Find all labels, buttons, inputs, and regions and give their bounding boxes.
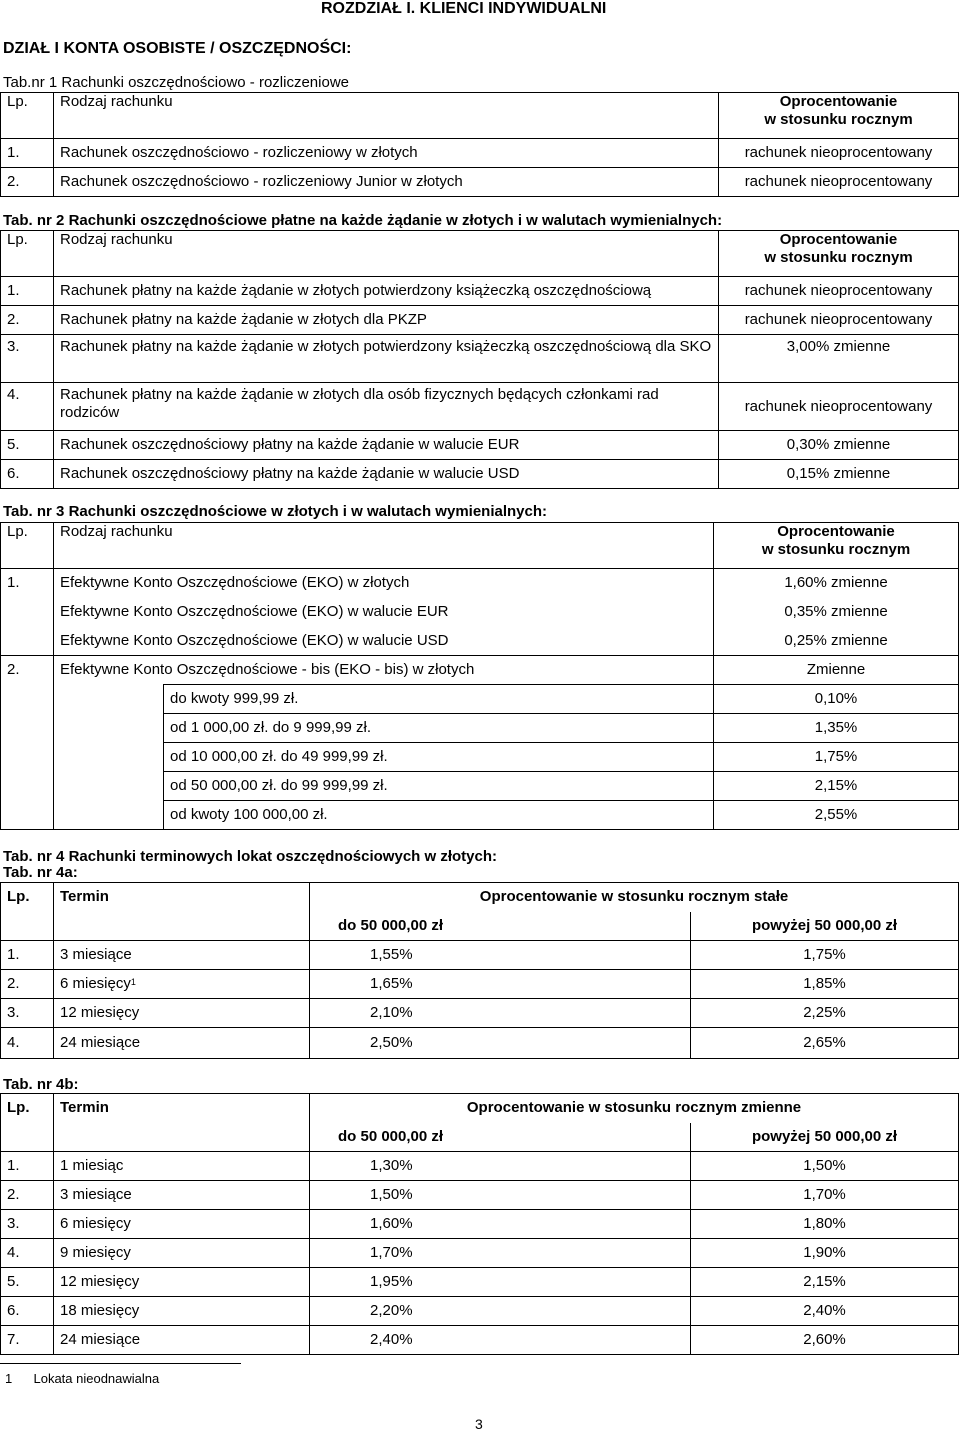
table-row: 4. Rachunek płatny na każde żądanie w złotych dla osób fizycznych będących członkami rad rodziców rachunek nieoprocentowany [1, 383, 959, 431]
footnote-text: Lokata nieodnawialna [33, 1371, 160, 1386]
table-row: od kwoty 100 000,00 zł. 2,55% [1, 801, 959, 830]
footnote-divider [0, 1363, 241, 1364]
col-header-term: Termin [54, 883, 310, 912]
table-4a-title: Tab. nr 4a: [3, 864, 78, 881]
table-row: do kwoty 999,99 zł. 0,10% [1, 685, 959, 714]
col-header-type: Rodzaj rachunku [54, 523, 714, 569]
table-row: 4. 9 miesięcy 1,70% 1,90% [1, 1239, 959, 1268]
section-title: DZIAŁ I KONTA OSOBISTE / OSZCZĘDNOŚCI: [3, 40, 352, 57]
table-row: 6. 18 miesięcy 2,20% 2,40% [1, 1297, 959, 1326]
footnote-number: 1 [5, 1371, 13, 1386]
col-header-lp: Lp. [1, 523, 54, 569]
table-row: 3. Rachunek płatny na każde żądanie w złotych potwierdzony książeczką oszczędnościową dla SKO 3,00% zmienne [1, 335, 959, 383]
col-header-lp: Lp. [1, 1094, 54, 1123]
col-header-term: Termin [54, 1094, 310, 1123]
table-row: Efektywne Konto Oszczędnościowe (EKO) w walucie EUR 0,35% zmienne [1, 598, 959, 627]
table-row: 4. 24 miesiące 2,50% 2,65% [1, 1028, 959, 1059]
table-row: Efektywne Konto Oszczędnościowe (EKO) w walucie USD 0,25% zmienne [1, 627, 959, 656]
table-row: 3. 12 miesięcy 2,10% 2,25% [1, 999, 959, 1028]
table-4a [0, 882, 959, 1059]
col-header-rate: Oprocentowanie w stosunku rocznym [719, 93, 959, 139]
table-row: od 1 000,00 zł. do 9 999,99 zł. 1,35% [1, 714, 959, 743]
table-4b-title: Tab. nr 4b: [3, 1076, 79, 1093]
table-row: 7. 24 miesiące 2,40% 2,60% [1, 1326, 959, 1355]
table-row: 1. Efektywne Konto Oszczędnościowe (EKO) w złotych 1,60% zmienne [1, 569, 959, 598]
table-row: 3. 6 miesięcy 1,60% 1,80% [1, 1210, 959, 1239]
table-row: 1. Rachunek oszczędnościowo - rozliczeniowy w złotych rachunek nieoprocentowany [1, 139, 959, 168]
col-header-rate: Oprocentowanie w stosunku rocznym stałe [310, 883, 959, 912]
table-3 [0, 522, 959, 830]
table-row: 1. 3 miesiące 1,55% 1,75% [1, 941, 959, 970]
col-header-high: powyżej 50 000,00 zł [691, 912, 959, 941]
table-row: od 50 000,00 zł. do 99 999,99 zł. 2,15% [1, 772, 959, 801]
table-row: 6. Rachunek oszczędnościowy płatny na każde żądanie w walucie USD 0,15% zmienne [1, 460, 959, 489]
col-header-lp: Lp. [1, 231, 54, 277]
table-row: 2. Rachunek oszczędnościowo - rozliczeniowy Junior w złotych rachunek nieoprocentowany [1, 168, 959, 197]
footnote [5, 1371, 159, 1386]
table-row: od 10 000,00 zł. do 49 999,99 zł. 1,75% [1, 743, 959, 772]
table-2-title: Tab. nr 2 Rachunki oszczędnościowe płatne na każde żądanie w złotych i w walutach wymienialnych: [3, 212, 723, 229]
table-row: 2. Efektywne Konto Oszczędnościowe - bis (EKO - bis) w złotych Zmienne [1, 656, 959, 685]
col-header-low: do 50 000,00 zł [310, 1123, 691, 1152]
col-header-high: powyżej 50 000,00 zł [691, 1123, 959, 1152]
table-row: 2. 6 miesięcy$^1$ 1,65% 1,85% [1, 970, 959, 999]
table-3-title: Tab. nr 3 Rachunki oszczędnościowe w złotych i w walutach wymienialnych: [3, 503, 548, 520]
table-row: 5. Rachunek oszczędnościowy płatny na każde żądanie w walucie EUR 0,30% zmienne [1, 431, 959, 460]
col-header-type: Rodzaj rachunku [54, 231, 719, 277]
footnote-ref: 1 [130, 977, 136, 987]
table-row: 2. 3 miesiące 1,50% 1,70% [1, 1181, 959, 1210]
chapter-title: ROZDZIAŁ I. KLIENCI INDYWIDUALNI [321, 0, 607, 17]
table-1 [0, 92, 959, 197]
col-header-rate: Oprocentowanie w stosunku rocznym zmienne [310, 1094, 959, 1123]
table-row: 2. Rachunek płatny na każde żądanie w złotych dla PKZP rachunek nieoprocentowany [1, 306, 959, 335]
col-header-rate: Oprocentowanie w stosunku rocznym [719, 231, 959, 277]
table-2 [0, 230, 959, 489]
col-header-rate: Oprocentowanie w stosunku rocznym [714, 523, 959, 569]
table-row: 5. 12 miesięcy 1,95% 2,15% [1, 1268, 959, 1297]
table-4-title: Tab. nr 4 Rachunki terminowych lokat oszczędnościowych w złotych: [3, 848, 497, 865]
table-4b [0, 1093, 959, 1355]
col-header-lp: Lp. [1, 883, 54, 912]
col-header-lp: Lp. [1, 93, 54, 139]
table-1-title: Tab.nr 1 Rachunki oszczędnościowo - rozliczeniowe [3, 74, 349, 91]
table-row: 1. Rachunek płatny na każde żądanie w złotych potwierdzony książeczką oszczędnościową rachunek nieoprocentowany [1, 277, 959, 306]
page-number: 3 [475, 1416, 483, 1432]
table-row: 1. 1 miesiąc 1,30% 1,50% [1, 1152, 959, 1181]
col-header-type: Rodzaj rachunku [54, 93, 719, 139]
col-header-low: do 50 000,00 zł [310, 912, 691, 941]
